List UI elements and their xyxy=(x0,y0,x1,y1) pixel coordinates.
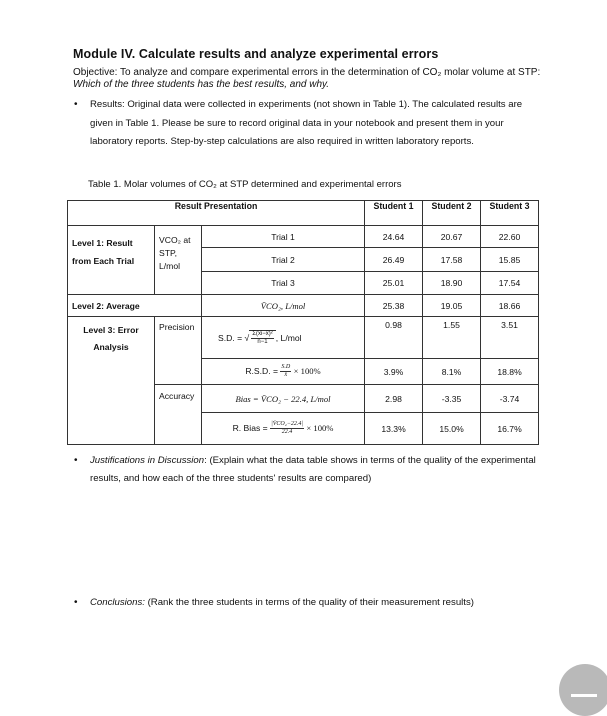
level1-label: Level 1: Result from Each Trial xyxy=(68,226,155,295)
trial-2-student-3: 15.85 xyxy=(481,248,539,272)
trial-2-student-2: 17.58 xyxy=(423,248,481,272)
rsd-student-2: 8.1% xyxy=(423,359,481,385)
sd-formula: S.D. = √ $\frac{\text{Σ(xi−x̄)²}}{n-1}$ , L/mol xyxy=(202,317,365,359)
results-table xyxy=(67,200,539,445)
bias-student-3: -3.74 xyxy=(481,385,539,413)
justifications-text: : (Explain what the data table shows in terms of the quality of the experimental results, and how each of the three students' results are compared) xyxy=(90,455,536,484)
bullet-icon: • xyxy=(74,455,78,466)
trial-3-student-1: 25.01 xyxy=(365,272,423,295)
header-result-presentation: Result Presentation xyxy=(68,201,365,226)
menu-icon xyxy=(571,694,597,697)
sd-numerator: Σ(xi−x̄)² xyxy=(252,330,273,337)
rbias-student-2: 15.0% xyxy=(423,413,481,445)
level2-label: Level 2: Average xyxy=(68,295,202,317)
trial-1-student-2: 20.67 xyxy=(423,226,481,248)
level1-quantity-line2: STP, xyxy=(159,248,177,258)
rsd-numerator: S.D xyxy=(281,364,291,370)
header-student-2: Student 2 xyxy=(423,201,481,226)
trial-3-student-2: 18.90 xyxy=(423,272,481,295)
table-row xyxy=(68,226,539,248)
rbias-numerator: |V̄CO₂−22.4| xyxy=(271,421,304,427)
avg-student-2: 19.05 xyxy=(423,295,481,317)
trial-3-student-3: 17.54 xyxy=(481,272,539,295)
conclusions-bullet xyxy=(74,594,540,613)
average-formula: V̄CO₂, L/mol xyxy=(260,300,306,311)
rsd-denominator: x̄ xyxy=(284,372,288,378)
results-bullet xyxy=(74,96,540,152)
bias-student-2: -3.35 xyxy=(423,385,481,413)
rsd-student-3: 18.8% xyxy=(481,359,539,385)
bias-formula xyxy=(202,385,365,413)
bias-student-1: 2.98 xyxy=(365,385,423,413)
trial-2-label: Trial 2 xyxy=(202,248,365,272)
rbias-formula xyxy=(202,413,365,445)
table-caption: Table 1. Molar volumes of CO₂ at STP determined and experimental errors xyxy=(88,179,402,190)
justifications-bullet xyxy=(74,452,540,488)
rbias-denominator: 22.4 xyxy=(281,429,293,435)
level1-quantity-line1: VCO₂ at xyxy=(159,235,191,245)
avg-student-3: 18.66 xyxy=(481,295,539,317)
table-header-row xyxy=(68,201,539,226)
table-row xyxy=(68,317,539,359)
sd-prefix: S.D. = xyxy=(218,332,243,343)
rbias-student-3: 16.7% xyxy=(481,413,539,445)
level1-quantity xyxy=(155,226,202,295)
trial-2-student-1: 26.49 xyxy=(365,248,423,272)
sd-student-3: 3.51 xyxy=(481,317,539,359)
conclusions-label: Conclusions: xyxy=(90,597,145,608)
bullet-icon: • xyxy=(74,597,78,608)
sd-radical xyxy=(249,330,276,346)
rsd-suffix: × 100% xyxy=(293,365,321,376)
results-text: Results: Original data were collected in experiments (not shown in Table 1). The calculated results are given in Table 1. Please be sure to record original data in your notebook and present them in your laboratory reports. Step-by-step calculations are also required in written laboratory reports. xyxy=(90,99,523,147)
conclusions-text: (Rank the three students in terms of the quality of their measurement results) xyxy=(144,597,474,608)
precision-label: Precision xyxy=(155,317,202,385)
accuracy-label: Accuracy xyxy=(155,385,202,445)
objective-text: Objective: To analyze and compare experimental errors in the determination of CO₂ molar volume at STP: xyxy=(73,67,541,78)
sd-student-1: 0.98 xyxy=(365,317,423,359)
sd-unit: , L/mol xyxy=(275,332,302,343)
avg-student-1: 25.38 xyxy=(365,295,423,317)
trial-3-label: Trial 3 xyxy=(202,272,365,295)
module-title: Module IV. Calculate results and analyze experimental errors xyxy=(73,47,439,61)
objective xyxy=(73,67,543,91)
floating-menu-button[interactable] xyxy=(559,664,607,716)
bias-text: Bias = V̄CO₂ − 22.4, L/mol xyxy=(235,393,331,404)
rbias-suffix: × 100% xyxy=(306,422,334,433)
rsd-student-1: 3.9% xyxy=(365,359,423,385)
level2-formula xyxy=(202,295,365,317)
trial-1-student-3: 22.60 xyxy=(481,226,539,248)
rsd-formula xyxy=(202,359,365,385)
header-student-1: Student 1 xyxy=(365,201,423,226)
rsd-prefix: R.S.D. = xyxy=(245,365,279,376)
rbias-prefix: R. Bias = xyxy=(232,422,268,433)
header-student-3: Student 3 xyxy=(481,201,539,226)
level1-quantity-line3: L/mol xyxy=(159,261,181,271)
rbias-student-1: 13.3% xyxy=(365,413,423,445)
table-row xyxy=(68,295,539,317)
sd-student-2: 1.55 xyxy=(423,317,481,359)
trial-1-label: Trial 1 xyxy=(202,226,365,248)
trial-1-student-1: 24.64 xyxy=(365,226,423,248)
objective-question: Which of the three students has the best results, and why. xyxy=(73,79,330,90)
justifications-label: Justifications in Discussion xyxy=(90,455,205,466)
sd-denominator: n−1 xyxy=(257,338,268,345)
level3-label: Level 3: Error Analysis xyxy=(68,317,155,445)
bullet-icon: • xyxy=(74,99,78,110)
